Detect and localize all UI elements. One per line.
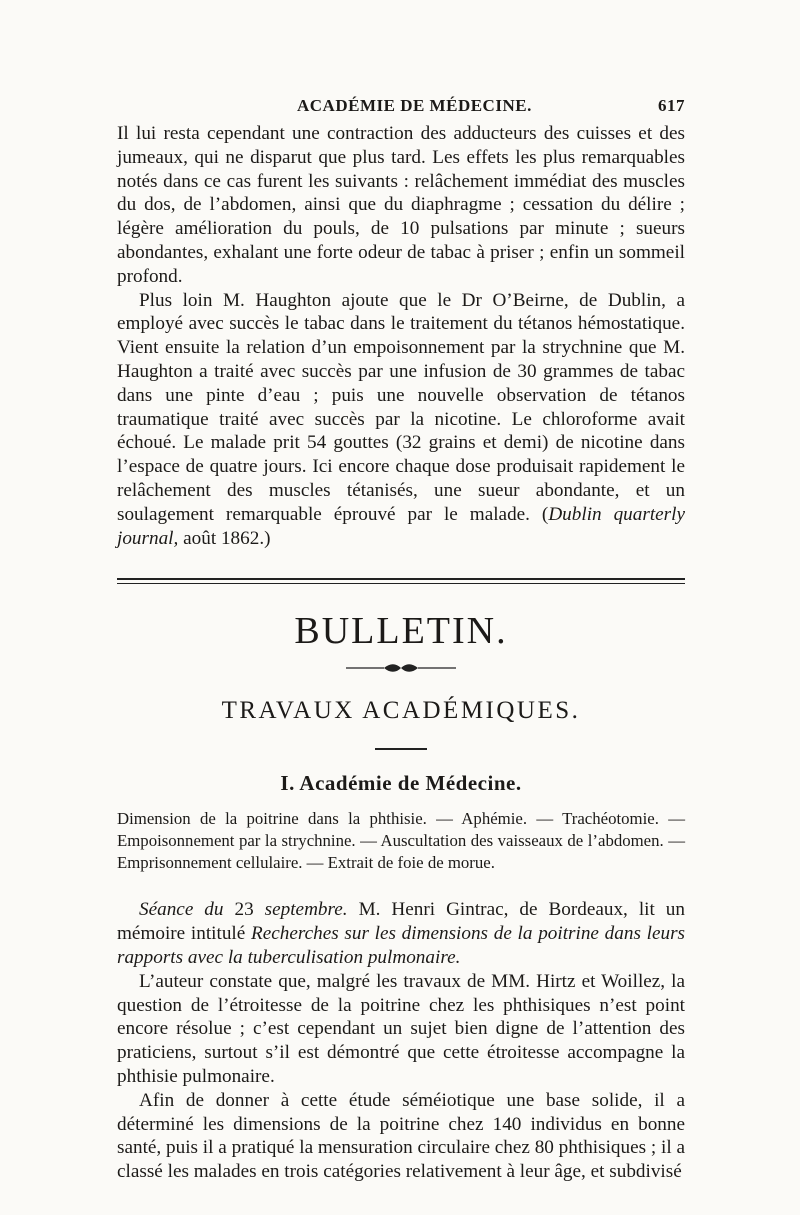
page-number: 617 [658,96,685,115]
seance-label: Séance du [139,899,224,921]
ornament-divider-icon [346,662,456,674]
paragraph-etude: Afin de donner à cette étude séméiotique une base solide, il a déterminé les dimensions de la poitrine chez 140 individus en bonne santé, puis il a pratiqué la mensuration circulaire chez 80 phthisiques ; il a classé les malades en trois catégories relativement à leur âge, et subdivisé [117,1089,685,1183]
paragraph-auteur: L’auteur constate que, malgré les travaux de MM. Hirtz et Woillez, la question de l’étroitesse de la poitrine chez les phthisiques n’est point encore résolue ; c’est cependant un sujet bien digne de l’attention des praticiens, surtout s’il est démontré que cette étroitesse accompagne la phthisie pulmonaire. [117,970,685,1087]
running-head [117,96,685,122]
seance-text: M. Henri Gintrac, de Bordeaux, lit un mémoire intitulé [117,899,685,945]
running-head-title: ACADÉMIE DE MÉDECINE. [297,96,532,115]
section-divider-rule [117,578,685,584]
paragraph-haughton-text: Plus loin M. Haughton ajoute que le Dr O’Beirne, de Dublin, a employé avec succès le tabac dans le traitement du tétanos hémostatique. Vient ensuite la relation d’un empoisonnement par la strychnine que M. Haughton a traité avec succès par une infusion de 30 grammes de tabac dans une pinte d’eau ; puis une nouvelle observation de tétanos traumatique traité avec succès par la nicotine. Le chloroforme avait échoué. Le malade prit 54 gouttes (32 grains et demi) de nicotine dans l’espace de quatre jours. Ici encore chaque dose produisait rapidement le relâchement des muscles tétanisés, une sueur abondante, et un soulagement remarquable éprouvé par le malade. ( [117,289,685,525]
travaux-title: TRAVAUX ACADÉMIQUES. [221,697,581,725]
bulletin-title: BULLETIN. [294,610,508,653]
seance-day: 23 [223,899,265,921]
paragraph-haughton [117,289,685,551]
source-date: août 1862.) [178,527,271,549]
section-summary: Dimension de la poitrine dans la phthisie. — Aphémie. — Trachéotomie. — Empoisonnement par la strychnine. — Auscultation des vaisseaux de l’abdomen. — Emprisonnement cellulaire. — Extrait de foie de morue. [117,809,685,873]
book-page [117,96,685,1184]
section-heading: I. Académie de Médecine. [280,771,522,796]
paragraph-continuation: Il lui resta cependant une contraction des adducteurs des cuisses et des jumeaux, qui ne disparut que plus tard. Les effets les plus remarquables notés dans ce cas furent les suivants : relâchement immédiat des muscles du dos, de l’abdomen, ainsi que du diaphragme ; cessation du délire ; légère amélioration du pouls, de 10 pulsations par minute ; sueurs abondantes, exhalant une forte odeur de tabac à priser ; enfin un sommeil profond. [117,123,685,287]
memoir-title: Recherches sur les dimensions de la poitrine dans leurs rapports avec la tuberculisation pulmonaire. [117,923,685,968]
seance-paragraph [117,898,685,969]
short-rule [375,748,427,750]
source-journal: Dublin quarterly journal, [117,503,685,549]
seance-month: septembre. [264,899,348,921]
